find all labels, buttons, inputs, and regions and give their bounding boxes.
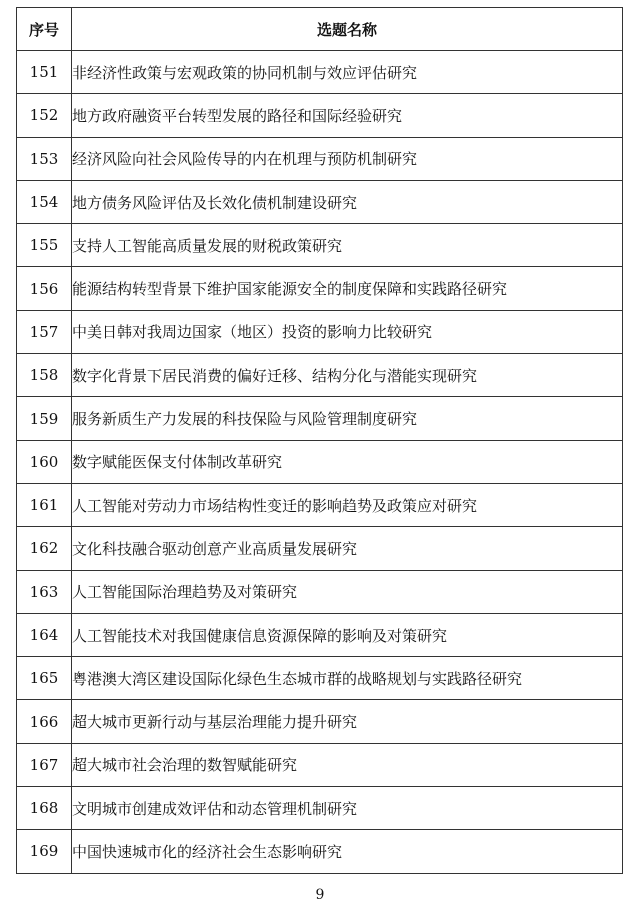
table-row bbox=[17, 527, 623, 570]
row-topic-name: 地方债务风险评估及长效化债机制建设研究 bbox=[72, 180, 623, 223]
row-topic-name: 能源结构转型背景下维护国家能源安全的制度保障和实践路径研究 bbox=[72, 267, 623, 310]
table-row bbox=[17, 354, 623, 397]
row-topic-name: 人工智能国际治理趋势及对策研究 bbox=[72, 570, 623, 613]
row-number: 160 bbox=[17, 440, 72, 483]
row-topic-name: 文明城市创建成效评估和动态管理机制研究 bbox=[72, 787, 623, 830]
row-topic-name: 数字赋能医保支付体制改革研究 bbox=[72, 440, 623, 483]
table-row bbox=[17, 570, 623, 613]
header-number: 序号 bbox=[17, 8, 72, 51]
table-row bbox=[17, 51, 623, 94]
row-number: 159 bbox=[17, 397, 72, 440]
row-number: 156 bbox=[17, 267, 72, 310]
row-topic-name: 人工智能技术对我国健康信息资源保障的影响及对策研究 bbox=[72, 613, 623, 656]
table-row bbox=[17, 94, 623, 137]
row-topic-name: 地方政府融资平台转型发展的路径和国际经验研究 bbox=[72, 94, 623, 137]
table-row bbox=[17, 743, 623, 786]
row-number: 167 bbox=[17, 743, 72, 786]
page-number: 9 bbox=[315, 887, 325, 903]
row-topic-name: 经济风险向社会风险传导的内在机理与预防机制研究 bbox=[72, 137, 623, 180]
row-topic-name: 超大城市社会治理的数智赋能研究 bbox=[72, 743, 623, 786]
row-number: 161 bbox=[17, 483, 72, 526]
table-row bbox=[17, 180, 623, 223]
row-number: 154 bbox=[17, 180, 72, 223]
table-row bbox=[17, 137, 623, 180]
table-row bbox=[17, 787, 623, 830]
table-row bbox=[17, 440, 623, 483]
row-number: 157 bbox=[17, 310, 72, 353]
table-row bbox=[17, 613, 623, 656]
row-topic-name: 数字化背景下居民消费的偏好迁移、结构分化与潜能实现研究 bbox=[72, 354, 623, 397]
table-row bbox=[17, 483, 623, 526]
row-topic-name: 中美日韩对我周边国家（地区）投资的影响力比较研究 bbox=[72, 310, 623, 353]
table-row bbox=[17, 700, 623, 743]
row-number: 164 bbox=[17, 613, 72, 656]
row-number: 151 bbox=[17, 51, 72, 94]
row-topic-name: 人工智能对劳动力市场结构性变迁的影响趋势及政策应对研究 bbox=[72, 483, 623, 526]
table-row bbox=[17, 397, 623, 440]
row-topic-name: 超大城市更新行动与基层治理能力提升研究 bbox=[72, 700, 623, 743]
row-topic-name: 支持人工智能高质量发展的财税政策研究 bbox=[72, 224, 623, 267]
row-topic-name: 中国快速城市化的经济社会生态影响研究 bbox=[72, 830, 623, 873]
table-row bbox=[17, 657, 623, 700]
table-row bbox=[17, 830, 623, 873]
row-topic-name: 文化科技融合驱动创意产业高质量发展研究 bbox=[72, 527, 623, 570]
row-number: 166 bbox=[17, 700, 72, 743]
row-number: 153 bbox=[17, 137, 72, 180]
table-row bbox=[17, 267, 623, 310]
table-row bbox=[17, 310, 623, 353]
row-number: 169 bbox=[17, 830, 72, 873]
row-number: 168 bbox=[17, 787, 72, 830]
table-body bbox=[17, 51, 623, 874]
table-header-row bbox=[17, 8, 623, 51]
row-number: 162 bbox=[17, 527, 72, 570]
row-number: 163 bbox=[17, 570, 72, 613]
row-topic-name: 非经济性政策与宏观政策的协同机制与效应评估研究 bbox=[72, 51, 623, 94]
topics-table bbox=[16, 7, 623, 874]
row-topic-name: 粤港澳大湾区建设国际化绿色生态城市群的战略规划与实践路径研究 bbox=[72, 657, 623, 700]
header-name: 选题名称 bbox=[72, 8, 623, 51]
row-number: 155 bbox=[17, 224, 72, 267]
row-topic-name: 服务新质生产力发展的科技保险与风险管理制度研究 bbox=[72, 397, 623, 440]
row-number: 165 bbox=[17, 657, 72, 700]
table-row bbox=[17, 224, 623, 267]
row-number: 152 bbox=[17, 94, 72, 137]
row-number: 158 bbox=[17, 354, 72, 397]
